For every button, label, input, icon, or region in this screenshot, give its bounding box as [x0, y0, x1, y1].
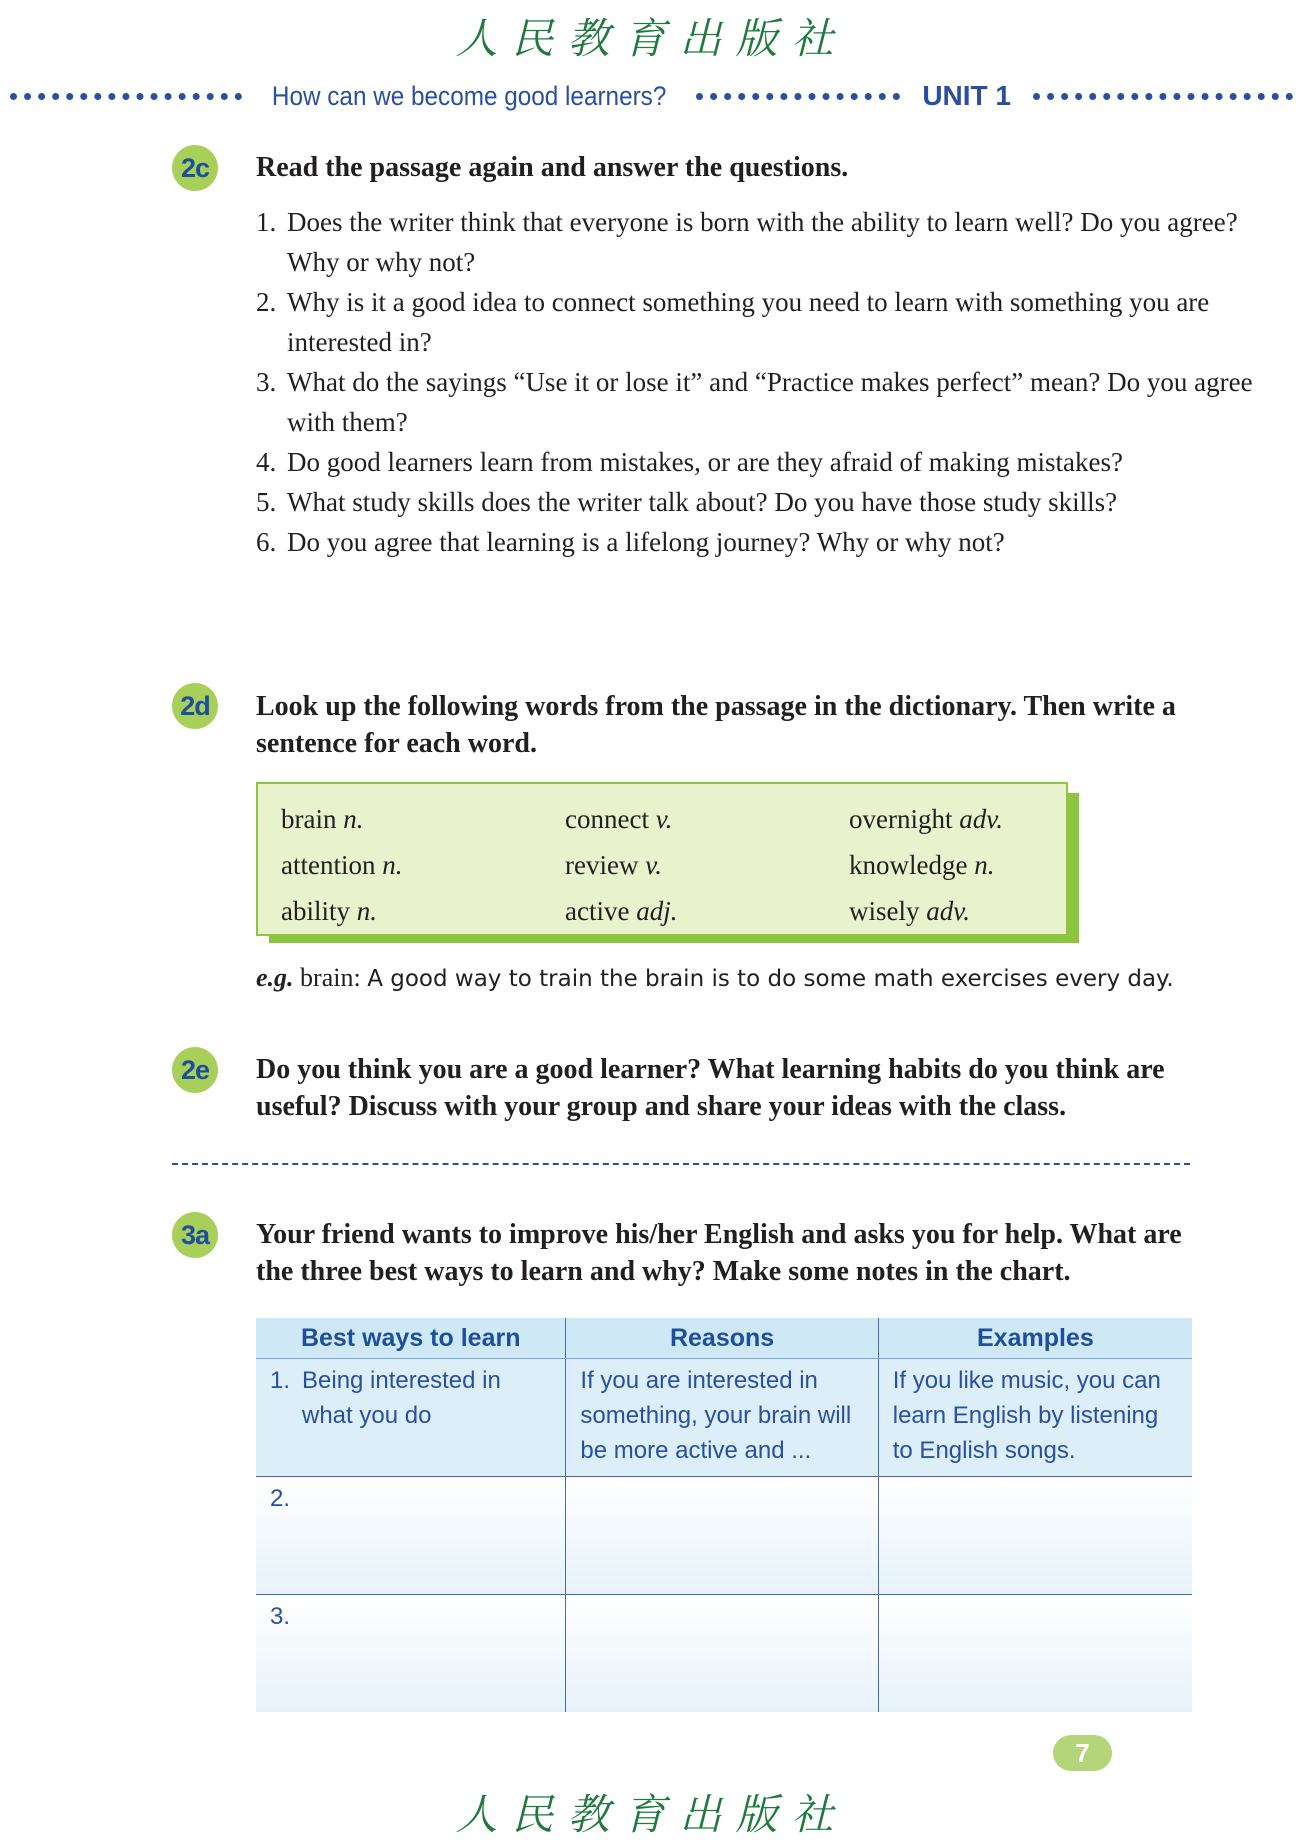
question-number: 4. — [256, 447, 277, 477]
vocab-word: overnight adv. — [849, 804, 1003, 834]
example-sentence — [256, 963, 1174, 993]
vocab-word: attention n. — [281, 850, 403, 880]
word-grid — [281, 796, 1071, 934]
page-number: 7 — [1053, 1735, 1112, 1771]
question-item — [256, 442, 1256, 482]
row-number: 3. — [270, 1603, 291, 1630]
way-cell[interactable] — [256, 1477, 566, 1595]
way-cell[interactable] — [256, 1595, 566, 1713]
column-header: Reasons — [566, 1318, 878, 1359]
column-header: Best ways to learn — [256, 1318, 566, 1359]
header-dots-right — [1033, 93, 1293, 100]
vocab-word: connect v. — [565, 804, 673, 834]
question-text: Do you agree that learning is a lifelong journey? Why or why not? — [287, 527, 1005, 557]
instruction-2c: Read the passage again and answer the questions. — [256, 152, 849, 183]
reason-cell[interactable] — [566, 1477, 878, 1595]
example-text: A good way to train the brain is to do some math exercises every day. — [367, 966, 1174, 992]
header-dots-middle — [696, 93, 900, 100]
notes-chart — [256, 1318, 1192, 1712]
example-cell[interactable] — [878, 1595, 1192, 1713]
header-dots-left — [10, 93, 242, 100]
example-word: brain: — [300, 963, 361, 992]
reason-cell[interactable] — [566, 1595, 878, 1713]
instruction-2e: Do you think you are a good learner? What learning habits do you think are useful? Discuss with your group and share your ideas with the class. — [256, 1054, 1165, 1122]
vocab-word: brain n. — [281, 804, 364, 834]
question-text: Why is it a good idea to connect something you need to learn with something you are interested in? — [287, 287, 1210, 357]
question-number: 3. — [256, 367, 277, 397]
question-number: 2. — [256, 287, 277, 317]
question-item — [256, 362, 1256, 442]
instruction-3a: Your friend wants to improve his/her English and asks you for help. What are the three best ways to learn and why? Make some notes in the chart. — [256, 1219, 1182, 1287]
question-text: Does the writer think that everyone is born with the ability to learn well? Do you agree? Why or why not? — [287, 207, 1238, 277]
example-cell[interactable] — [878, 1477, 1192, 1595]
question-item — [256, 522, 1256, 562]
question-text: Do good learners learn from mistakes, or are they afraid of making mistakes? — [287, 447, 1123, 477]
question-number: 5. — [256, 487, 277, 517]
header-unit: UNIT 1 — [922, 80, 1011, 111]
question-item — [256, 282, 1256, 362]
publisher-logo-bottom: 人民教育出版社 — [455, 1790, 848, 1839]
way-text: Being interested in what you do — [302, 1367, 501, 1429]
table-row — [256, 1359, 1192, 1477]
question-text: What study skills does the writer talk about? Do you have those study skills? — [287, 487, 1118, 517]
row-number: 1. — [270, 1367, 291, 1394]
example-cell[interactable]: If you like music, you can learn English by listening to English songs. — [878, 1359, 1192, 1477]
question-list — [256, 202, 1256, 562]
instruction-2d: Look up the following words from the passage in the dictionary. Then write a sentence for each word. — [256, 691, 1176, 759]
chart-header-row — [256, 1318, 1192, 1359]
section-badge-3a: 3a — [172, 1212, 218, 1258]
section-divider — [172, 1163, 1190, 1165]
question-item — [256, 482, 1256, 522]
question-item — [256, 202, 1256, 282]
question-text: What do the sayings “Use it or lose it” and “Practice makes perfect” mean? Do you agree with them? — [287, 367, 1253, 437]
section-badge-2e: 2e — [172, 1047, 218, 1093]
vocab-word: knowledge n. — [849, 850, 995, 880]
publisher-logo-top: 人民教育出版社 — [455, 14, 848, 63]
row-number: 2. — [270, 1485, 291, 1512]
example-label: e.g. — [256, 963, 294, 992]
vocab-word: wisely adv. — [849, 896, 970, 926]
running-header — [10, 78, 1293, 114]
table-row — [256, 1477, 1192, 1595]
reason-cell[interactable]: If you are interested in something, your brain will be more active and ... — [566, 1359, 878, 1477]
vocab-word: ability n. — [281, 896, 377, 926]
header-title: How can we become good learners? — [271, 80, 667, 111]
way-cell[interactable] — [256, 1359, 566, 1477]
column-header: Examples — [878, 1318, 1192, 1359]
question-number: 6. — [256, 527, 277, 557]
table-row — [256, 1595, 1192, 1713]
vocab-word: active adj. — [565, 896, 678, 926]
question-number: 1. — [256, 207, 277, 237]
section-badge-2d: 2d — [172, 683, 218, 729]
vocab-word: review v. — [565, 850, 662, 880]
section-badge-2c: 2c — [172, 145, 218, 191]
